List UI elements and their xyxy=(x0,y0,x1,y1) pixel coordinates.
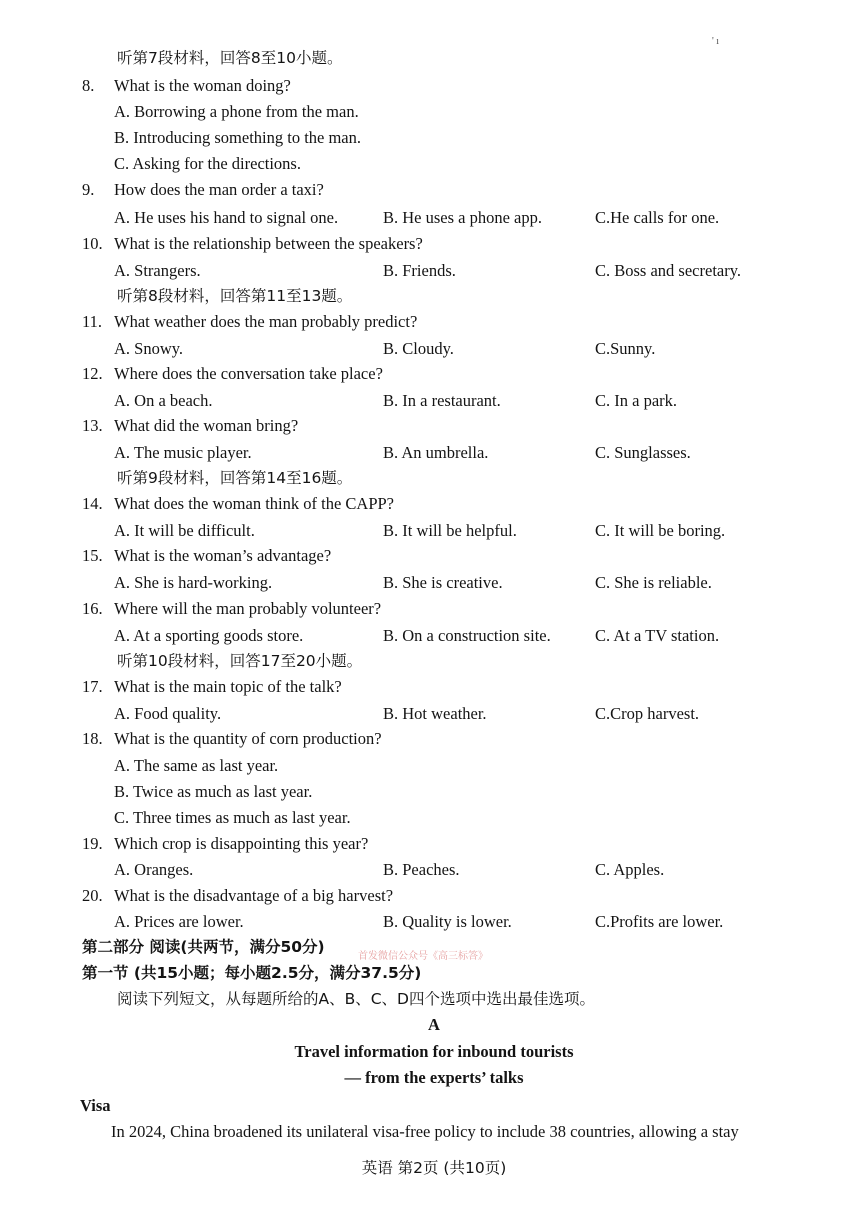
answer-option-a: A. On a beach. xyxy=(114,391,213,410)
question-number: 8. xyxy=(82,76,95,95)
answer-option: A. Borrowing a phone from the man. xyxy=(114,102,359,121)
reading-instruction: 阅读下列短文，从每题所给的A、B、C、D四个选项中选出最佳选项。 xyxy=(117,990,595,1008)
question-number: 16. xyxy=(82,599,103,618)
corner-mark: ' ı xyxy=(712,36,720,47)
answer-option-b: B. Friends. xyxy=(383,261,456,280)
answer-option-b: B. Quality is lower. xyxy=(383,912,512,931)
visa-paragraph: In 2024, China broadened its unilateral visa-free policy to include 38 countries, allowing a stay xyxy=(111,1122,739,1141)
question-text: What is the disadvantage of a big harvest? xyxy=(114,886,394,905)
answer-option-c: C. Apples. xyxy=(595,860,665,879)
question-text: What is the woman doing? xyxy=(114,76,291,95)
question-number: 18. xyxy=(82,729,103,748)
question-number: 12. xyxy=(82,364,103,383)
answer-option-c: C. She is reliable. xyxy=(595,573,712,592)
watermark: 首发微信公众号《高三标答》 xyxy=(358,951,488,962)
answer-option-a: A. She is hard-working. xyxy=(114,573,273,592)
question-number: 14. xyxy=(82,494,103,513)
section-header: 听第9段材料，回答第14至16题。 xyxy=(117,469,353,487)
question-number: 11. xyxy=(82,312,103,331)
answer-option-a: A. He uses his hand to signal one. xyxy=(114,208,339,227)
answer-option: C. Asking for the directions. xyxy=(114,154,301,173)
answer-option-b: B. Peaches. xyxy=(383,860,460,879)
question-text: What is the main topic of the talk? xyxy=(114,677,342,696)
question-number: 17. xyxy=(82,677,103,696)
answer-option-c: C.He calls for one. xyxy=(595,208,720,227)
question-number: 13. xyxy=(82,416,103,435)
answer-option-a: A. Food quality. xyxy=(114,704,222,723)
question-text: What is the relationship between the speakers? xyxy=(114,234,423,253)
question-text: What does the woman think of the CAPP? xyxy=(114,494,395,513)
section-header: 听第10段材料，回答17至20小题。 xyxy=(117,652,363,670)
answer-option-c: C. Sunglasses. xyxy=(595,443,691,462)
question-text: How does the man order a taxi? xyxy=(114,180,324,199)
page-footer: 英语 第2页 (共10页) xyxy=(361,1159,507,1177)
question-number: 19. xyxy=(82,834,103,853)
answer-option-c: C.Sunny. xyxy=(595,339,656,358)
passage-subtitle: — from the experts’ talks xyxy=(344,1068,524,1087)
answer-option-a: A. Strangers. xyxy=(114,261,201,280)
question-number: 10. xyxy=(82,234,103,253)
visa-heading: Visa xyxy=(80,1096,111,1115)
question-text: What weather does the man probably predict? xyxy=(114,312,418,331)
section1-title: 第一节 (共15小题；每小题2.5分，满分37.5分) xyxy=(82,964,422,982)
question-number: 9. xyxy=(82,180,95,199)
answer-option-b: B. Cloudy. xyxy=(383,339,454,358)
answer-option-a: A. The music player. xyxy=(114,443,252,462)
answer-option-a: A. At a sporting goods store. xyxy=(114,626,304,645)
question-number: 20. xyxy=(82,886,103,905)
answer-option: B. Introducing something to the man. xyxy=(114,128,362,147)
answer-option-c: C. In a park. xyxy=(595,391,678,410)
answer-option-b: B. Hot weather. xyxy=(383,704,487,723)
passage-title: Travel information for inbound tourists xyxy=(294,1042,574,1061)
answer-option-c: C. At a TV station. xyxy=(595,626,720,645)
answer-option: B. Twice as much as last year. xyxy=(114,782,313,801)
answer-option-b: B. In a restaurant. xyxy=(383,391,501,410)
section-header: 听第7段材料，回答8至10小题。 xyxy=(117,49,343,67)
answer-option-c: C. It will be boring. xyxy=(595,521,726,540)
answer-option-b: B. It will be helpful. xyxy=(383,521,517,540)
answer-option: C. Three times as much as last year. xyxy=(114,808,351,827)
answer-option-a: A. It will be difficult. xyxy=(114,521,255,540)
answer-option-b: B. On a construction site. xyxy=(383,626,551,645)
question-text: What did the woman bring? xyxy=(114,416,299,435)
part2-title: 第二部分 阅读(共两节，满分50分) xyxy=(82,938,325,956)
answer-option-c: C.Profits are lower. xyxy=(595,912,724,931)
answer-option-c: C. Boss and secretary. xyxy=(595,261,742,280)
question-text: Which crop is disappointing this year? xyxy=(114,834,369,853)
answer-option-a: A. Snowy. xyxy=(114,339,184,358)
question-text: Where does the conversation take place? xyxy=(114,364,383,383)
section-header: 听第8段材料，回答第11至13题。 xyxy=(117,287,353,305)
answer-option-b: B. She is creative. xyxy=(383,573,503,592)
answer-option: A. The same as last year. xyxy=(114,756,279,775)
answer-option-a: A. Prices are lower. xyxy=(114,912,244,931)
question-number: 15. xyxy=(82,546,103,565)
passage-letter: A xyxy=(428,1015,440,1034)
question-text: What is the woman’s advantage? xyxy=(114,546,332,565)
answer-option-b: B. He uses a phone app. xyxy=(383,208,543,227)
question-text: What is the quantity of corn production? xyxy=(114,729,382,748)
answer-option-a: A. Oranges. xyxy=(114,860,194,879)
answer-option-c: C.Crop harvest. xyxy=(595,704,700,723)
answer-option-b: B. An umbrella. xyxy=(383,443,489,462)
question-text: Where will the man probably volunteer? xyxy=(114,599,382,618)
